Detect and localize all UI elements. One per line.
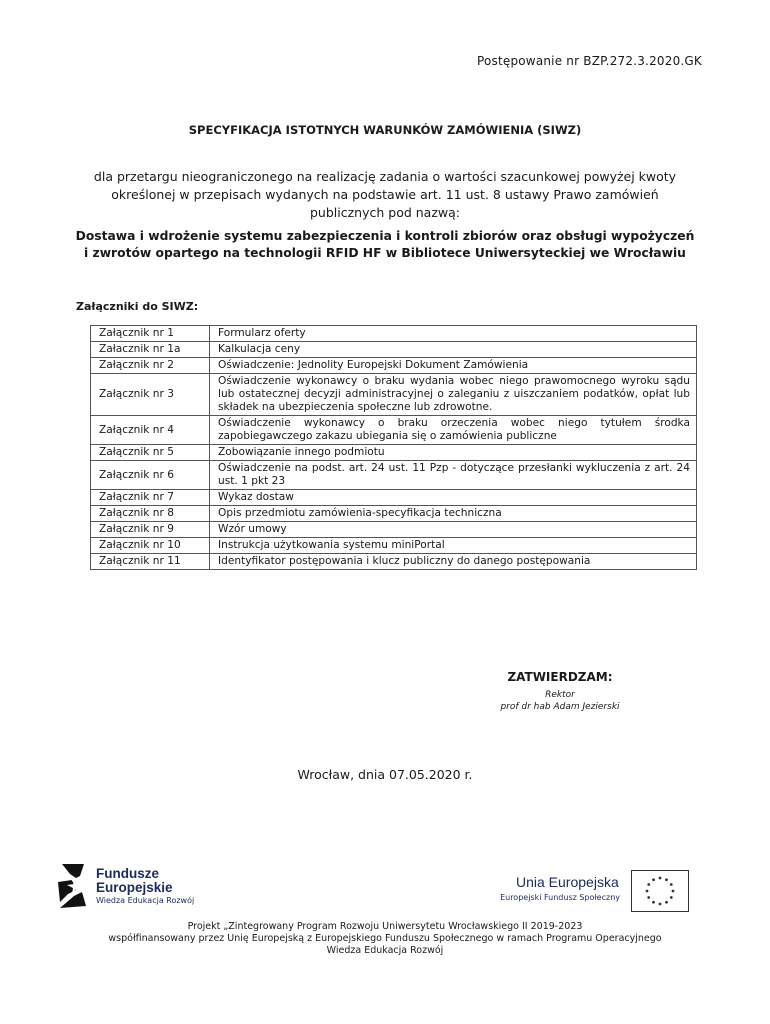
fundusze-europejskie-logo [56, 862, 226, 912]
attachment-number: Załącznik nr 5 [91, 445, 210, 461]
attachment-row [91, 416, 697, 445]
place-and-date: Wrocław, dnia 07.05.2020 r. [297, 767, 473, 782]
attachment-row [91, 554, 697, 570]
eu-star [670, 883, 673, 886]
eu-star [670, 896, 673, 899]
attachment-row [91, 445, 697, 461]
attachment-description: Formularz oferty [210, 326, 697, 342]
attachment-number: Załącznik nr 10 [91, 538, 210, 554]
eu-star [652, 901, 655, 904]
attachment-number: Załącznik nr 6 [91, 461, 210, 490]
project-footer [40, 921, 730, 957]
eu-star [659, 903, 662, 906]
eu-star [659, 877, 662, 880]
attachment-row [91, 342, 697, 358]
attachment-description: Instrukcja użytkowania systemu miniPortal [210, 538, 697, 554]
eu-star [672, 890, 675, 893]
attachment-number: Załącznik nr 4 [91, 416, 210, 445]
fe-star-icon [56, 862, 90, 910]
eu-star [647, 883, 650, 886]
attachment-number: Załącznik nr 8 [91, 506, 210, 522]
attachment-row [91, 490, 697, 506]
attachment-number: Załącznik nr 1 [91, 326, 210, 342]
eu-star [665, 901, 668, 904]
attachment-description: Kalkulacja ceny [210, 342, 697, 358]
attachment-description: Opis przedmiotu zamówienia-specyfikacja techniczna [210, 506, 697, 522]
footer-line1: Projekt „Zintegrowany Program Rozwoju Uniwersytetu Wrocławskiego II 2019-2023 [187, 921, 583, 932]
unia-europejska-logo [496, 870, 696, 914]
intro-paragraph: dla przetargu nieograniczonego na realizację zadania o wartości szacunkowej powyżej kwoty określonej w przepisach wydanych na podstawie art. 11 ust. 8 ustawy Prawo zamówień publicznych pod nazwą: [93, 169, 677, 220]
attachment-row [91, 374, 697, 416]
fe-logo-line1: Fundusze [96, 866, 159, 881]
eu-star [652, 878, 655, 881]
approver-name: prof dr hab Adam Jezierski [500, 702, 620, 712]
attachment-number: Załącznik nr 11 [91, 554, 210, 570]
attachment-row [91, 326, 697, 342]
document-title: SPECYFIKACJA ISTOTNYCH WARUNKÓW ZAMÓWIENIA (SIWZ) [188, 123, 582, 137]
attachment-row [91, 522, 697, 538]
attachment-row [91, 506, 697, 522]
case-reference: Postępowanie nr BZP.272.3.2020.GK [476, 54, 702, 68]
approval-block [460, 670, 660, 713]
attachment-number: Załącznik nr 7 [91, 490, 210, 506]
attachment-description: Identyfikator postępowania i klucz publiczny do danego postępowania [210, 554, 697, 570]
attachment-description: Oświadczenie: Jednolity Europejski Dokument Zamówienia [210, 358, 697, 374]
fe-logo-line2: Europejskie [96, 880, 173, 895]
attachments-heading: Załączniki do SIWZ: [76, 300, 199, 313]
attachment-description: Oświadczenie wykonawcy o braku orzeczenia wobec niego tytułem środka zapobiegawczego zakazu ubiegania się o zamówienia publiczne [210, 416, 697, 445]
attachment-number: Załącznik nr 3 [91, 374, 210, 416]
procurement-subject: Dostawa i wdrożenie systemu zabezpieczenia i kontroli zbiorów oraz obsługi wypożyczeń i zwrotów opartego na technologii RFID HF w Bibliotece Uniwersyteckiej we Wrocławiu [75, 229, 695, 260]
attachment-row [91, 358, 697, 374]
attachment-number: Załącznik nr 9 [91, 522, 210, 538]
approver-role: Rektor [545, 690, 575, 700]
ue-logo-line2: Europejski Fundusz Społeczny [500, 893, 620, 902]
attachment-description: Oświadczenie na podst. art. 24 ust. 11 Pzp - dotyczące przesłanki wykluczenia z art. 24 ust. 1 pkt 23 [210, 461, 697, 490]
attachment-description: Oświadczenie wykonawcy o braku wydania wobec niego prawomocnego wyroku sądu lub ostatecznej decyzji administracyjnej o zaleganiu z uiszczaniem podatków, opłat lub składek na ubezpieczenia społeczne lub zdrowotne. [210, 374, 697, 416]
attachment-row [91, 461, 697, 490]
attachment-description: Zobowiązanie innego podmiotu [210, 445, 697, 461]
eu-star [665, 878, 668, 881]
attachment-row [91, 538, 697, 554]
fe-logo-line3: Wiedza Edukacja Rozwój [96, 896, 195, 905]
footer-line3: Wiedza Edukacja Rozwój [326, 945, 444, 956]
attachment-number: Załącznik nr 2 [91, 358, 210, 374]
approval-heading: ZATWIERDZAM: [507, 670, 613, 684]
attachment-number: Załacznik nr 1a [91, 342, 210, 358]
footer-line2: współfinansowany przez Unię Europejską z Europejskiego Funduszu Społecznego w ramach Programu Operacyjnego [108, 933, 662, 944]
attachments-table [90, 325, 697, 570]
eu-flag-icon [631, 870, 689, 912]
eu-star [647, 896, 650, 899]
eu-star [646, 890, 649, 893]
attachment-description: Wzór umowy [210, 522, 697, 538]
attachment-description: Wykaz dostaw [210, 490, 697, 506]
ue-logo-line1: Unia Europejska [516, 874, 619, 890]
